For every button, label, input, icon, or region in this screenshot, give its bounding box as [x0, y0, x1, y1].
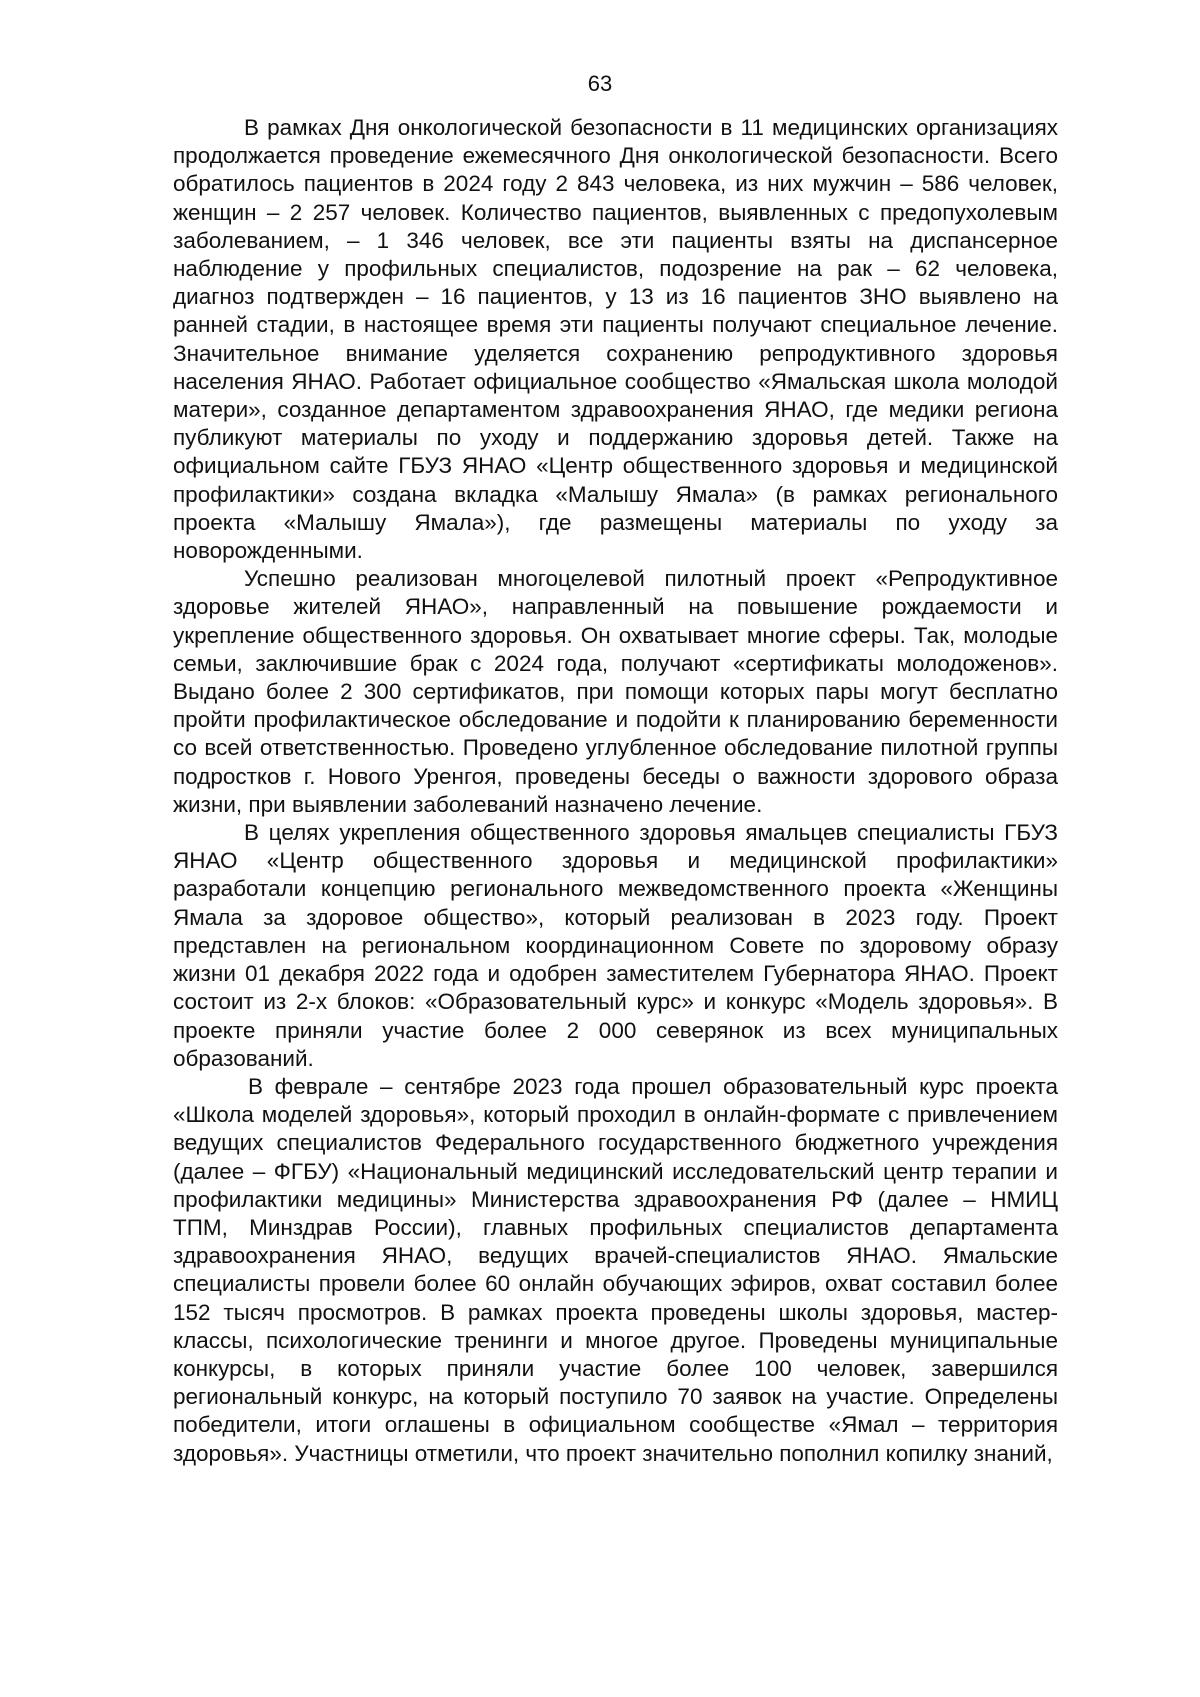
paragraph-oncology-safety-day: В рамках Дня онкологической безопасности в 11 медицинских организациях продолжается проведение ежемесячного Дня онкологической безопасности. Всего обратилось пациентов в 2024 году 2 843 человека, из них мужчин – 586 человек, женщин – 2 257 человек. Количество пациентов, выявленных с предопухолевым заболеванием, – 1 346 человек, все эти пациенты взяты на диспансерное наблюдение у профильных специалистов, подозрение на рак – 62 человека, диагноз подтвержден – 16 пациентов, у 13 из 16 пациентов ЗНО выявлено на ранней стадии, в настоящее время эти пациенты получают специальное лечение. Значительное внимание уделяется сохранению репродуктивного здоровья населения ЯНАО. Работает официальное сообщество «Ямальская школа молодой матери», созданное департаментом здравоохранения ЯНАО, где медики региона публикуют материалы по уходу и поддержанию здоровья детей. Также на официальном сайте ГБУЗ ЯНАО «Центр общественного здоровья и медицинской профилактики» создана вкладка «Малышу Ямала» (в рамках регионального проекта «Малышу Ямала»), где размещены материалы по уходу за новорожденными. [173, 115, 1058, 564]
page-number: 63 [587, 71, 613, 96]
paragraph-school-of-health-models: В феврале – сентябре 2023 года прошел образовательный курс проекта «Школа моделей здоровья», который проходил в онлайн-формате с привлечением ведущих специалистов Федерального государственного бюджетного учреждения (далее – ФГБУ) «Национальный медицинский исследовательский центр терапии и профилактики медицины» Министерства здравоохранения РФ (далее – НМИЦ ТПМ, Минздрав России), главных профильных специалистов департамента здравоохранения ЯНАО, ведущих врачей-специалистов ЯНАО. Ямальские специалисты провели более 60 онлайн обучающих эфиров, охват составил более 152 тысяч просмотров. В рамках проекта проведены школы здоровья, мастер-классы, психологические тренинги и многое другое. Проведены муниципальные конкурсы, в которых приняли участие более 100 человек, завершился региональный конкурс, на который поступило 70 заявок на участие. Определены победители, итоги оглашены в официальном сообществе «Ямал – территория здоровья». Участницы отметили, что проект значительно пополнил копилку знаний, [173, 1073, 1058, 1466]
paragraph-reproductive-health-project: Успешно реализован многоцелевой пилотный проект «Репродуктивное здоровье жителей ЯНАО», направленный на повышение рождаемости и укрепление общественного здоровья. Он охватывает многие сферы. Так, молодые семьи, заключившие брак с 2024 года, получают «сертификаты молодоженов». Выдано более 2 300 сертификатов, при помощи которых пары могут бесплатно пройти профилактическое обследование и подойти к планированию беременности со всей ответственностью. Проведено углубленное обследование пилотной группы подростков г. Нового Уренгоя, проведены беседы о важности здорового образа жизни, при выявлении заболеваний назначено лечение. [173, 566, 1058, 817]
body-text [173, 114, 1058, 1468]
paragraph-women-of-yamal-project: В целях укрепления общественного здоровья ямальцев специалисты ГБУЗ ЯНАО «Центр общественного здоровья и медицинской профилактики» разработали концепцию регионального межведомственного проекта «Женщины Ямала за здоровое общество», который реализован в 2023 году. Проект представлен на региональном координационном Совете по здоровому образу жизни 01 декабря 2022 года и одобрен заместителем Губернатора ЯНАО. Проект состоит из 2-х блоков: «Образовательный курс» и конкурс «Модель здоровья». В проекте приняли участие более 2 000 северянок из всех муниципальных образований. [173, 820, 1058, 1071]
